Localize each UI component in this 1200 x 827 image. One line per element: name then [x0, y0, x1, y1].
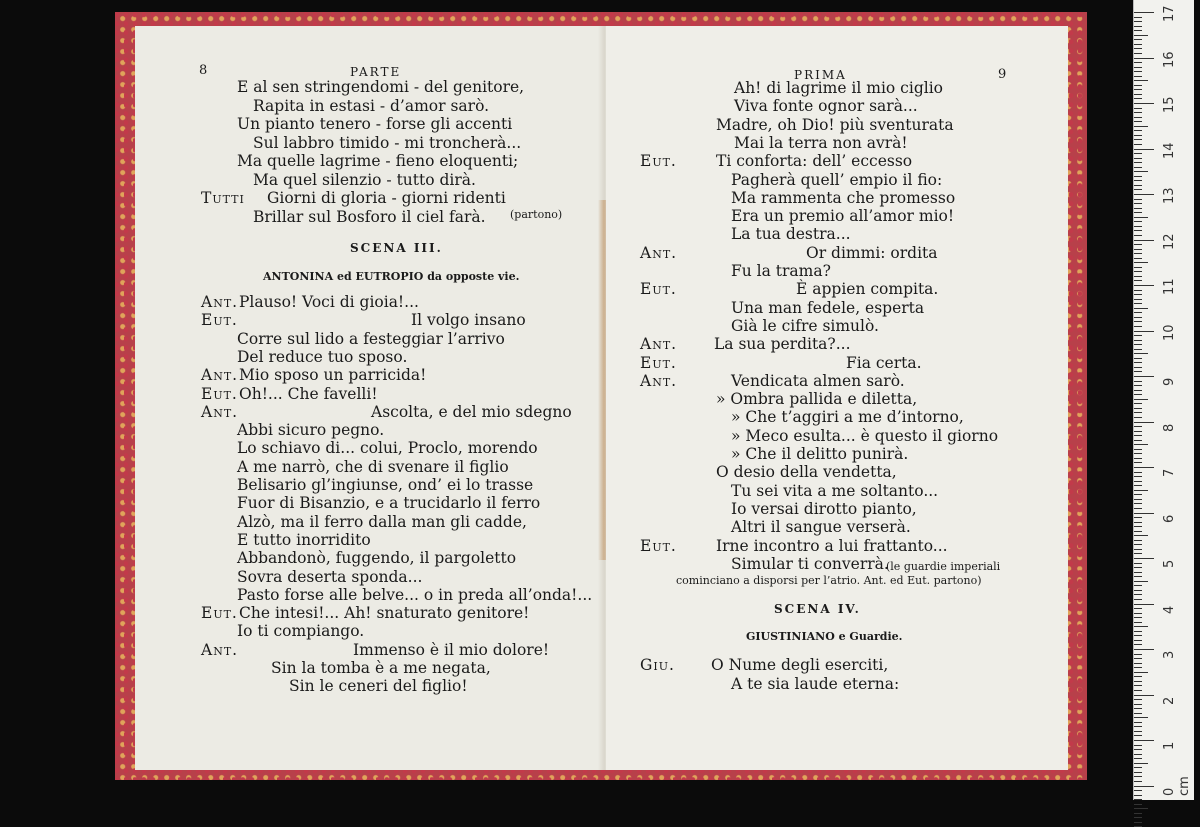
- text-line: Viva fonte ognor sarà...: [734, 97, 918, 116]
- speaker-label: Ant.: [201, 366, 239, 385]
- ruler-number: 7: [1162, 468, 1177, 477]
- ruler-tick: [1134, 262, 1148, 263]
- ruler-tick: [1134, 476, 1142, 477]
- ruler-tick: [1134, 280, 1142, 281]
- ruler-number: 12: [1162, 232, 1177, 250]
- text-line: Sul labbro timido - mi troncherà...: [253, 133, 522, 152]
- ruler-tick: [1134, 103, 1154, 104]
- text-line: O desio della vendetta,: [716, 463, 897, 482]
- text-line: Una man fedele, esperta: [731, 298, 925, 317]
- ruler-tick: [1134, 567, 1142, 568]
- ruler-tick: [1134, 613, 1142, 614]
- text-line: » Ombra pallida e diletta,: [716, 390, 918, 409]
- text-line: Il volgo insano: [411, 311, 526, 330]
- ruler-tick: [1134, 294, 1142, 295]
- text-line: Or dimmi: ordita: [806, 243, 938, 262]
- ruler-tick: [1134, 472, 1142, 473]
- measuring-ruler: [1133, 0, 1194, 800]
- ruler-tick: [1134, 58, 1154, 59]
- ruler-tick: [1134, 822, 1142, 823]
- ruler-tick: [1134, 626, 1148, 627]
- ruler-tick: [1134, 544, 1142, 545]
- ruler-tick: [1134, 658, 1142, 659]
- ruler-tick: [1134, 604, 1154, 605]
- ruler-tick: [1134, 44, 1142, 45]
- ruler-tick: [1134, 303, 1142, 304]
- ruler-tick: [1134, 353, 1148, 354]
- speaker-label: Eut.: [201, 604, 238, 623]
- text-line: O Nume degli eserciti,: [711, 656, 889, 674]
- ruler-tick: [1134, 331, 1154, 332]
- speaker-label: Ant.: [201, 640, 239, 659]
- text-line: Rapita in estasi - d’amor sarò.: [253, 96, 490, 115]
- running-header: PARTE: [350, 65, 402, 79]
- ruler-tick: [1134, 581, 1148, 582]
- stage-direction: (le guardie imperiali: [886, 560, 1001, 573]
- text-line: Plauso! Voci di gioia!...: [239, 293, 419, 311]
- ruler-tick: [1134, 522, 1142, 523]
- text-line: La tua destra...: [731, 225, 851, 244]
- ruler-tick: [1134, 212, 1142, 213]
- ruler-tick: [1134, 403, 1142, 404]
- text-line: Sin le ceneri del figlio!: [289, 677, 468, 696]
- speaker-label: Eut.: [640, 353, 677, 372]
- ruler-tick: [1134, 776, 1142, 777]
- ruler-tick: [1134, 408, 1142, 409]
- text-line: E al sen stringendomi - del genitore,: [237, 78, 525, 96]
- text-line: Ti conforta: dell’ eccesso: [716, 152, 913, 171]
- left-page: [135, 26, 605, 770]
- ruler-tick: [1134, 390, 1142, 391]
- text-line: Fuor di Bisanzio, e a trucidarlo il ferro: [237, 494, 541, 513]
- text-line: Ascolta, e del mio sdegno: [371, 402, 572, 421]
- ruler-tick: [1134, 685, 1142, 686]
- ruler-tick: [1134, 508, 1142, 509]
- ruler-tick: [1134, 667, 1142, 668]
- ruler-number: 6: [1162, 514, 1177, 523]
- speaker-label: Tutti: [201, 189, 245, 207]
- text-line: Pasto forse alle belve... o in preda all’onda!...: [237, 585, 593, 604]
- speaker-label: Ant.: [201, 293, 239, 311]
- ruler-tick: [1134, 772, 1142, 773]
- text-line: Brillar sul Bosforo il ciel farà.: [253, 207, 486, 226]
- text-line: Del reduce tuo sposo.: [237, 347, 408, 366]
- ruler-tick: [1134, 631, 1142, 632]
- ruler-tick: [1134, 535, 1148, 536]
- speaker-label: Ant.: [640, 335, 678, 354]
- ruler-tick: [1134, 644, 1142, 645]
- ruler-number: 11: [1162, 278, 1177, 295]
- ruler-tick: [1134, 754, 1142, 755]
- running-header: PRIMA: [794, 68, 847, 82]
- ruler-tick: [1134, 635, 1142, 636]
- ruler-number: 5: [1162, 559, 1177, 568]
- ruler-tick: [1134, 731, 1142, 732]
- text-line: Immenso è il mio dolore!: [353, 640, 550, 659]
- text-line: » Meco esulta... è questo il giorno: [731, 426, 999, 445]
- ruler-tick: [1134, 672, 1148, 673]
- ruler-tick: [1134, 35, 1148, 36]
- ruler-tick: [1134, 426, 1142, 427]
- ruler-tick: [1134, 162, 1142, 163]
- ruler-tick: [1134, 317, 1142, 318]
- ruler-tick: [1134, 258, 1142, 259]
- ruler-tick: [1134, 490, 1148, 491]
- stage-direction: cominciano a disporsi per l’atrio. Ant. ed Eut. partono): [676, 574, 982, 587]
- text-line: Altri il sangue verserà.: [731, 518, 911, 537]
- text-line: Sovra deserta sponda...: [237, 567, 423, 586]
- ruler-number: 4: [1162, 605, 1177, 614]
- text-line: » Che t’aggiri a me d’intorno,: [731, 408, 964, 427]
- ruler-tick: [1134, 376, 1154, 377]
- ruler-tick: [1134, 649, 1154, 650]
- ruler-tick: [1134, 89, 1142, 90]
- ruler-tick: [1134, 422, 1154, 423]
- ruler-number: 15: [1162, 96, 1177, 113]
- ruler-tick: [1134, 804, 1142, 805]
- ruler-tick: [1134, 62, 1142, 63]
- ruler-tick: [1134, 267, 1142, 268]
- speaker-label: Eut.: [640, 280, 677, 299]
- text-line: Oh!... Che favelli!: [239, 384, 378, 403]
- page-number: 9: [998, 67, 1007, 82]
- text-line: Era un premio all’amor mio!: [731, 207, 955, 226]
- ruler-tick: [1134, 485, 1142, 486]
- text-line: Già le cifre simulò.: [731, 316, 879, 335]
- ruler-tick: [1134, 663, 1142, 664]
- ruler-tick: [1134, 108, 1142, 109]
- ruler-tick: [1134, 813, 1142, 814]
- ruler-tick: [1134, 135, 1142, 136]
- ruler-tick: [1134, 431, 1142, 432]
- ruler-tick: [1134, 321, 1142, 322]
- text-line: È appien compita.: [796, 280, 939, 299]
- ruler-tick: [1134, 26, 1142, 27]
- ruler-tick: [1134, 344, 1142, 345]
- ruler-tick: [1134, 244, 1142, 245]
- ruler-tick: [1134, 417, 1142, 418]
- ruler-tick: [1134, 558, 1154, 559]
- ruler-tick: [1134, 449, 1142, 450]
- text-line: Un pianto tenero - forse gli accenti: [237, 115, 513, 133]
- ruler-tick: [1134, 526, 1142, 527]
- ruler-tick: [1134, 622, 1142, 623]
- scene-title: SCENA III.: [350, 241, 443, 255]
- ruler-tick: [1134, 39, 1142, 40]
- ruler-tick: [1134, 308, 1148, 309]
- ruler-tick: [1134, 394, 1142, 395]
- ruler-tick: [1134, 121, 1142, 122]
- ruler-number: 17: [1162, 5, 1177, 22]
- text-line: Simular ti converrà.: [731, 554, 889, 573]
- ruler-tick: [1134, 808, 1148, 809]
- text-line: Vendicata almen sarò.: [731, 371, 905, 390]
- ruler-tick: [1134, 276, 1142, 277]
- ruler-tick: [1134, 599, 1142, 600]
- ruler-tick: [1134, 94, 1142, 95]
- ruler-tick: [1134, 358, 1142, 359]
- text-line: Sin la tomba è a me negata,: [271, 659, 491, 677]
- text-line: Madre, oh Dio! più sventurata: [716, 115, 954, 134]
- ruler-tick: [1134, 740, 1154, 741]
- text-line: La sua perdita?...: [714, 335, 851, 354]
- ruler-tick: [1134, 230, 1142, 231]
- text-line: Ma rammenta che promesso: [731, 188, 956, 207]
- ruler-number: 2: [1162, 696, 1177, 705]
- ruler-tick: [1134, 144, 1142, 145]
- cast-line: GIUSTINIANO e Guardie.: [746, 630, 903, 643]
- ruler-tick: [1134, 381, 1142, 382]
- ruler-tick: [1134, 48, 1142, 49]
- ruler-tick: [1134, 158, 1142, 159]
- text-line: Tu sei vita a me soltanto...: [731, 481, 939, 500]
- ruler-tick: [1134, 367, 1142, 368]
- right-page: [606, 26, 1068, 770]
- text-line: E tutto inorridito: [237, 530, 371, 549]
- ruler-tick: [1134, 553, 1142, 554]
- ruler-tick: [1134, 767, 1142, 768]
- ruler-tick: [1134, 699, 1142, 700]
- ruler-tick: [1134, 681, 1142, 682]
- ruler-tick: [1134, 585, 1142, 586]
- ruler-tick: [1134, 194, 1154, 195]
- ruler-tick: [1134, 458, 1142, 459]
- ruler-tick: [1134, 640, 1142, 641]
- ruler-tick: [1134, 130, 1142, 131]
- ruler-tick: [1134, 117, 1142, 118]
- text-line: Io ti compiango.: [237, 622, 365, 641]
- text-line: Alzò, ma il ferro dalla man gli cadde,: [237, 512, 527, 531]
- ruler-tick: [1134, 85, 1142, 86]
- ruler-tick: [1134, 17, 1142, 18]
- ruler-tick: [1134, 349, 1142, 350]
- text-line: Giorni di gloria - giorni ridenti: [267, 189, 506, 207]
- ruler-tick: [1134, 199, 1142, 200]
- ruler-tick: [1134, 149, 1154, 150]
- ruler-tick: [1134, 21, 1142, 22]
- ruler-tick: [1134, 690, 1142, 691]
- ruler-number: 13: [1162, 187, 1177, 204]
- ruler-tick: [1134, 435, 1142, 436]
- ruler-tick: [1134, 676, 1142, 677]
- cast-line: ANTONINA ed EUTROPIO da opposte vie.: [263, 270, 520, 283]
- ruler-tick: [1134, 335, 1142, 336]
- speaker-label: Ant.: [201, 402, 239, 421]
- ruler-tick: [1134, 617, 1142, 618]
- ruler-tick: [1134, 453, 1142, 454]
- speaker-label: Eut.: [640, 536, 677, 555]
- speaker-label: Ant.: [640, 243, 678, 262]
- ruler-tick: [1134, 503, 1142, 504]
- ruler-tick: [1134, 540, 1142, 541]
- text-line: Ma quel silenzio - tutto dirà.: [253, 170, 476, 189]
- ruler-tick: [1134, 749, 1142, 750]
- ruler-tick: [1134, 517, 1142, 518]
- text-line: Che intesi!... Ah! snaturato genitore!: [239, 604, 530, 623]
- text-line: » Che il delitto punirà.: [731, 445, 909, 463]
- ruler-tick: [1134, 590, 1142, 591]
- text-line: Fia certa.: [846, 353, 922, 372]
- ruler-number: 16: [1162, 50, 1177, 68]
- ruler-number: 3: [1162, 650, 1177, 659]
- ruler-tick: [1134, 763, 1148, 764]
- ruler-tick: [1134, 76, 1142, 77]
- ruler-tick: [1134, 745, 1142, 746]
- ruler-tick: [1134, 722, 1142, 723]
- ruler-tick: [1134, 285, 1154, 286]
- ruler-tick: [1134, 217, 1148, 218]
- ruler-tick: [1134, 226, 1142, 227]
- ruler-tick: [1134, 67, 1142, 68]
- speaker-label: Eut.: [201, 311, 238, 330]
- text-line: Abbandonò, fuggendo, il pargoletto: [237, 549, 517, 568]
- ruler-tick: [1134, 299, 1142, 300]
- stage-direction: (partono): [510, 208, 563, 221]
- ruler-tick: [1134, 326, 1142, 327]
- text-line: Mio sposo un parricida!: [239, 366, 427, 385]
- text-line: Corre sul lido a festeggiar l’arrivo: [237, 329, 505, 348]
- speaker-label: Giu.: [640, 656, 675, 674]
- ruler-tick: [1134, 249, 1142, 250]
- ruler-tick: [1134, 795, 1142, 796]
- ruler-tick: [1134, 98, 1142, 99]
- ruler-tick: [1134, 412, 1142, 413]
- ruler-number: 1: [1162, 741, 1177, 750]
- ruler-tick: [1134, 253, 1142, 254]
- ruler-tick: [1134, 440, 1142, 441]
- ruler-tick: [1134, 71, 1142, 72]
- text-line: Belisario gl’ingiunse, ond’ ei lo trasse: [237, 476, 534, 494]
- ruler-tick: [1134, 576, 1142, 577]
- ruler-tick: [1134, 758, 1142, 759]
- ruler-tick: [1134, 735, 1142, 736]
- ruler-tick: [1134, 654, 1142, 655]
- text-line: Ma quelle lagrime - fieno eloquenti;: [237, 152, 519, 170]
- ruler-tick: [1134, 563, 1142, 564]
- ruler-tick: [1134, 608, 1142, 609]
- ruler-tick: [1134, 53, 1142, 54]
- ruler-tick: [1134, 312, 1142, 313]
- text-line: A te sia laude eterna:: [731, 675, 900, 693]
- ruler-tick: [1134, 80, 1148, 81]
- ruler-tick: [1134, 494, 1142, 495]
- ruler-tick: [1134, 139, 1142, 140]
- speaker-label: Eut.: [640, 152, 677, 171]
- scene-title: SCENA IV.: [774, 602, 861, 616]
- ruler-tick: [1134, 240, 1154, 241]
- ruler-tick: [1134, 481, 1142, 482]
- ruler-tick: [1134, 167, 1142, 168]
- ruler-tick: [1134, 704, 1142, 705]
- text-line: Io versai dirotto pianto,: [731, 499, 917, 518]
- ruler-tick: [1134, 790, 1142, 791]
- ruler-tick: [1134, 549, 1142, 550]
- ruler-tick: [1134, 781, 1142, 782]
- ruler-tick: [1134, 203, 1142, 204]
- ruler-tick: [1134, 513, 1154, 514]
- ruler-tick: [1134, 531, 1142, 532]
- text-line: Ah! di lagrime il mio ciglio: [734, 79, 943, 97]
- text-line: Pagherà quell’ empio il fio:: [731, 170, 943, 189]
- ruler-tick: [1134, 221, 1142, 222]
- ruler-tick: [1134, 112, 1142, 113]
- text-line: A me narrò, che di svenare il figlio: [237, 457, 509, 476]
- ruler-tick: [1134, 126, 1148, 127]
- ruler-tick: [1134, 817, 1142, 818]
- text-line: Lo schiavo di... colui, Proclo, morendo: [237, 439, 538, 458]
- ruler-tick: [1134, 180, 1142, 181]
- ruler-tick: [1134, 708, 1142, 709]
- ruler-tick: [1134, 726, 1142, 727]
- speaker-label: Eut.: [201, 384, 238, 403]
- ruler-tick: [1134, 30, 1142, 31]
- ruler-tick: [1134, 385, 1142, 386]
- ruler-tick: [1134, 786, 1154, 787]
- ruler-tick: [1134, 695, 1154, 696]
- text-line: Mai la terra non avrà!: [734, 133, 908, 152]
- ruler-tick: [1134, 290, 1142, 291]
- ruler-tick: [1134, 399, 1148, 400]
- text-line: Irne incontro a lui frattanto...: [716, 536, 948, 555]
- ruler-tick: [1134, 572, 1142, 573]
- ruler-tick: [1134, 462, 1142, 463]
- speaker-label: Ant.: [640, 371, 678, 390]
- ruler-tick: [1134, 185, 1142, 186]
- ruler-number: 0 cm: [1162, 775, 1192, 796]
- ruler-tick: [1134, 467, 1154, 468]
- ruler-number: 9: [1162, 377, 1177, 386]
- ruler-tick: [1134, 371, 1142, 372]
- ruler-number: 14: [1162, 141, 1177, 159]
- ruler-tick: [1134, 717, 1148, 718]
- ruler-tick: [1134, 189, 1142, 190]
- ruler-tick: [1134, 271, 1142, 272]
- ruler-tick: [1134, 171, 1148, 172]
- ruler-tick: [1134, 499, 1142, 500]
- ruler-tick: [1134, 713, 1142, 714]
- ruler-tick: [1134, 153, 1142, 154]
- ruler-tick: [1134, 362, 1142, 363]
- ruler-number: 8: [1162, 423, 1177, 432]
- ruler-tick: [1134, 208, 1142, 209]
- text-line: Fu la trama?: [731, 262, 831, 280]
- ruler-number: 10: [1162, 323, 1177, 341]
- text-line: Abbi sicuro pegno.: [237, 421, 385, 440]
- ruler-tick: [1134, 235, 1142, 236]
- ruler-tick: [1134, 12, 1154, 13]
- page-number: 8: [199, 63, 208, 78]
- ruler-tick: [1134, 444, 1148, 445]
- ruler-tick: [1134, 340, 1142, 341]
- ruler-tick: [1134, 594, 1142, 595]
- ruler-tick: [1134, 176, 1142, 177]
